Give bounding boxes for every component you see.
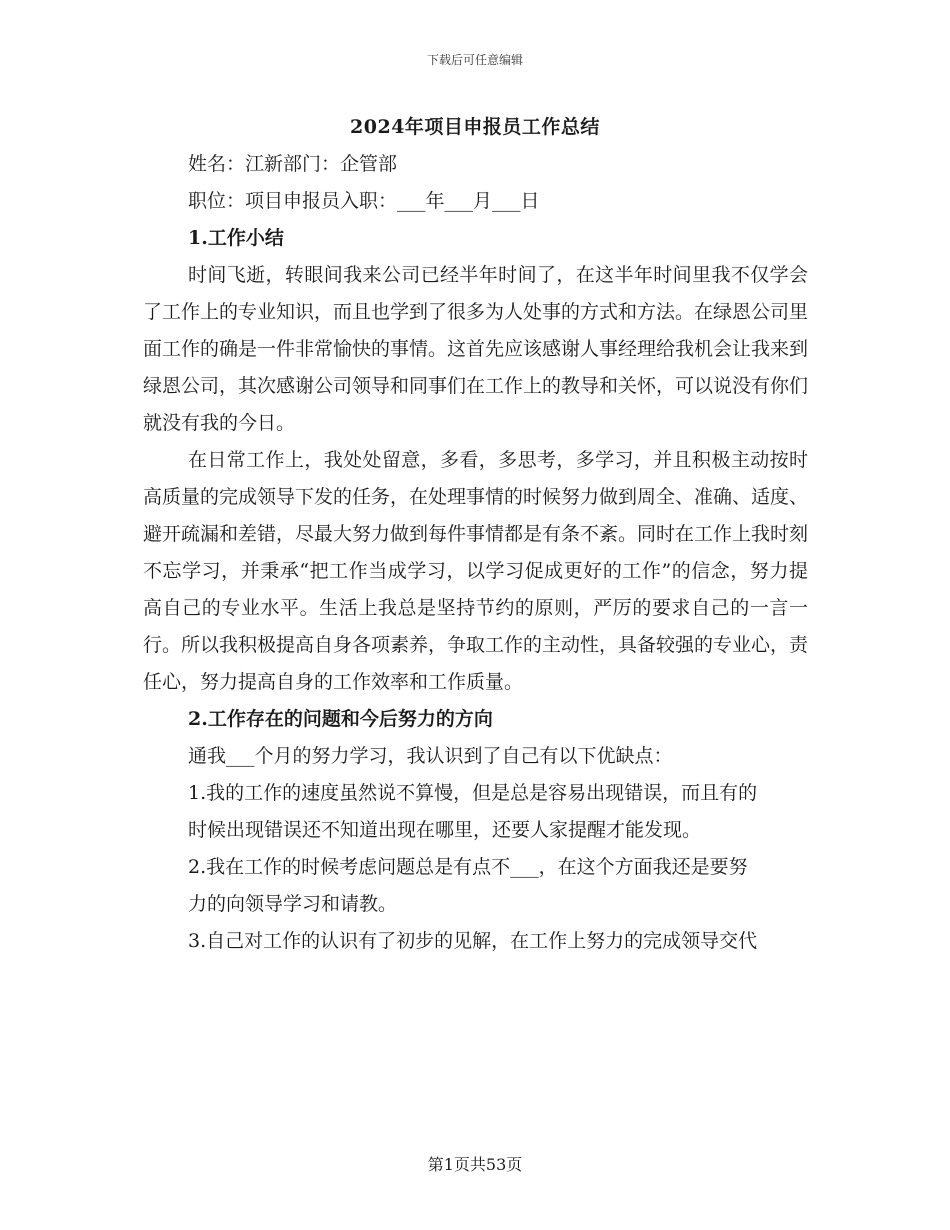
position-entry-line: 职位：项目申报员入职：___年___月___日	[188, 190, 540, 212]
list-item-2-continuation: 力的向领导学习和请教。	[188, 893, 398, 915]
section1-paragraph-2: 在日常工作上，我处处留意，多看，多思考，多学习，并且积极主动按时高质量的完成领导下发的任务，在处理事情的时候努力做到周全、准确、适度、避开疏漏和差错，尽最大努力做到每件事情都是有条不紊。同时在工作上我时刻不忘学习，并秉承“把工作当成学习，以学习促成更好的工作”的信念，努力提高自己的专业水平。生活上我总是坚持节约的原则，严厉的要求自己的一言一行。所以我积极提高自身各项素养，争取工作的主动性，具备较强的专业心，责任心，努力提高自身的工作效率和工作质量。	[143, 449, 809, 693]
section1-heading: 1.工作小结	[188, 227, 284, 249]
page-number-footer: 第1页共53页	[427, 1155, 523, 1174]
document-title: 2024年项目申报员工作总结	[350, 116, 600, 138]
document-body	[143, 146, 808, 960]
section1-paragraph-1: 时间飞逝，转眼间我来公司已经半年时间了，在这半年时间里我不仅学会了工作上的专业知识，而且也学到了很多为人处事的方式和方法。在绿恩公司里面工作的确是一件非常愉快的事情。这首先应该感谢人事经理给我机会让我来到绿恩公司，其次感谢公司领导和同事们在工作上的教导和关怀，可以说没有你们就没有我的今日。	[143, 264, 809, 434]
list-item-2-first-line: 2.我在工作的时候考虑问题总是有点不___，在这个方面我还是要努	[188, 856, 748, 878]
section2-heading: 2.工作存在的问题和今后努力的方向	[188, 708, 493, 730]
section2-intro: 通我___个月的努力学习，我认识到了自己有以下优缺点：	[188, 745, 673, 767]
name-department-line: 姓名：江新部门：企管部	[188, 153, 398, 175]
list-item-1-continuation: 时候出现错误还不知道出现在哪里，还要人家提醒才能发现。	[188, 819, 702, 841]
list-item-3-first-line: 3.自己对工作的认识有了初步的见解，在工作上努力的完成领导交代	[188, 930, 758, 952]
page-header-note: 下载后可任意编辑	[426, 53, 523, 67]
list-item-1-first-line: 1.我的工作的速度虽然说不算慢，但是总是容易出现错误，而且有的	[188, 782, 758, 804]
